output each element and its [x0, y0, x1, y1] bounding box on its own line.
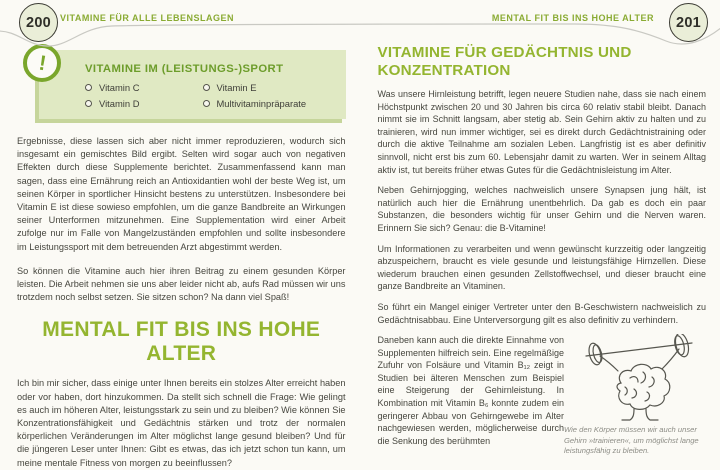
page-number-badge-left [19, 3, 58, 42]
circle-bullet-icon [85, 84, 92, 91]
list-item [203, 98, 332, 109]
circle-bullet-icon [85, 100, 92, 107]
exclamation-icon: ! [23, 44, 61, 82]
page-number-right: 201 [675, 14, 702, 31]
list-item [85, 82, 193, 93]
circle-bullet-icon [203, 100, 210, 107]
paragraph: So führt ein Mangel einiger Vertreter unter den B-Geschwistern nachweislich zu Gedächtnisabbau. Eine Unterversorgung gilt es also definitiv zu verhindern. [377, 301, 706, 325]
chapter-heading: VITAMINE FÜR GEDÄCHTNIS UND KONZENTRATION [377, 44, 632, 79]
vitamin-list [85, 82, 332, 109]
vitamin-label: Multivitaminpräparate [216, 98, 307, 109]
page-number-badge-right [669, 3, 708, 42]
section-heading: MENTAL FIT BIS INS HOHE ALTER [42, 318, 321, 366]
circle-bullet-icon [203, 84, 210, 91]
brain-lifting-barbell-illustration [580, 334, 698, 422]
list-item [203, 82, 332, 93]
page-number-left: 200 [25, 14, 52, 31]
paragraph: So können die Vitamine auch hier ihren Beitrag zu einem gesunden Körper leisten. Die Arbeit nehmen sie uns aber leider nicht ab, aufs Rad müssen wir uns trotzdem noch selbst setzen. Sie sitzen schon? Na dann viel Spaß! [17, 265, 346, 303]
paragraph: Neben Gehirnjogging, welches nachweislich unsere Synapsen jung hält, ist natürlich auch hier die Ernährung unentbehrlich. Da gab es doch ein paar Substanzen, die besonders wichtig für unser Gehirn und die Nerven waren. Erinnern Sie sich? Genau: die B-Vitamine! [377, 185, 706, 233]
paragraph: Daneben kann auch die direkte Einnahme von Supplementen hilfreich sein. Eine regelmäßige Zufuhr von Folsäure und Vitamin B₁₂ zeigt in Studien bei älteren Menschen zum Beispiel eine Steigerung der Gehirnleistung. In Kombination mit Vitamin B₆ konnte zudem ein geringerer Abbau von Gehirngewebe im Alter nachgewiesen werden, möglicherweise durch die Senkung des berühmten [377, 335, 564, 446]
vitamin-label: Vitamin E [216, 82, 257, 93]
page-right [378, 40, 707, 470]
running-title-left: VITAMINE FÜR ALLE LEBENSLAGEN [60, 13, 234, 23]
paragraph: Ergebnisse, diese lassen sich aber nicht immer reproduzieren, wodurch sich insgesamt ein gemischtes Bild ergibt. Selten wird sogar auch von negativen Effekten durch diese Supplemente berichtet. Zusammenfassend kann man sagen, dass eine Ernährung reich an Antioxidantien wohl der beste Weg ist, um seinen Körper in sportlicher Hinsicht bestens zu unterstützen. Insbesondere bei Vitamin E ist diese sowieso empfohlen, um die ganze Bandbreite an Wirkungen seiner Unterformen mitzunehmen. Eine Supplementation wird einer Arbeit zufolge nur im Falle von Mangelzuständen empfohlen und sollte insbesondere im Leistungssport mit dem betreuenden Arzt abgestimmt werden. [17, 136, 346, 252]
page-header [0, 0, 720, 40]
divider-swoosh-line [0, 0, 720, 50]
figure-caption: Wie den Körper müssen wir auch unser Gehirn »trainieren«, um möglichst lange leistungsfähig zu bleiben. [564, 425, 699, 456]
list-item [85, 98, 193, 109]
brain-figure [564, 334, 706, 457]
vitamins-sport-infobox [36, 50, 346, 119]
infobox-title: VITAMINE IM (LEISTUNGS-)SPORT [85, 63, 284, 75]
vitamin-label: Vitamin D [99, 98, 140, 109]
running-title-right: MENTAL FIT BIS INS HOHE ALTER [491, 13, 654, 23]
two-page-layout [0, 40, 720, 470]
vitamin-label: Vitamin C [99, 82, 140, 93]
paragraph: Um Informationen zu verarbeiten und wenn gewünscht kurzzeitig oder langzeitig abzuspeichern, braucht es viele gesunde und leistungsfähige Hirnzellen. Diese wiederum brauchen einen gesunden Zellstoffwechsel, und dieser braucht eine ganze Bandbreite an Vitaminen. [377, 243, 706, 292]
paragraph: Was unsere Hirnleistung betrifft, legen neuere Studien nahe, dass sie nach einem Höchstpunkt zwischen 20 und 30 Jahren bis circa 60 relativ stabil bleibt. Danach nimmt sie im Schnitt langsam, aber stetig ab. Sein Gehirn aktiv zu halten und zu trainieren, wird nun immer wichtiger, sei es direkt durch Gedächtnistraining oder durch die aktive Teilnahme am sozialen Leben. Langfristig ist es aber definitiv sinnvoll, nicht erst bis zum 60. Lebensjahr damit zu warten. Wer in seinem Alltag aktiv ist, tut bereits früher etwas Gutes für die Gedächtnisleistung im Alter. [377, 89, 706, 175]
paragraph: Ich bin mir sicher, dass einige unter Ihnen bereits ein stolzes Alter erreicht haben oder vor haben, dort hinzukommen. Da stellt sich schnell die Frage: Wie gelingt es auch im höheren Alter, leistungsstark zu sein und zu bleiben? Wie können Sie Konzentrationsfähigkeit und Gedächtnis stärken und trotz der normalen körperlichen Veränderungen im Alter möglichst lange gesund bleiben? Und für die jüngeren Leser unter Ihnen: Gibt es etwas, das ich jetzt schon tun kann, um meine mentale Fitness von morgen zu beeinflussen? [17, 378, 346, 468]
page-left [17, 40, 346, 470]
